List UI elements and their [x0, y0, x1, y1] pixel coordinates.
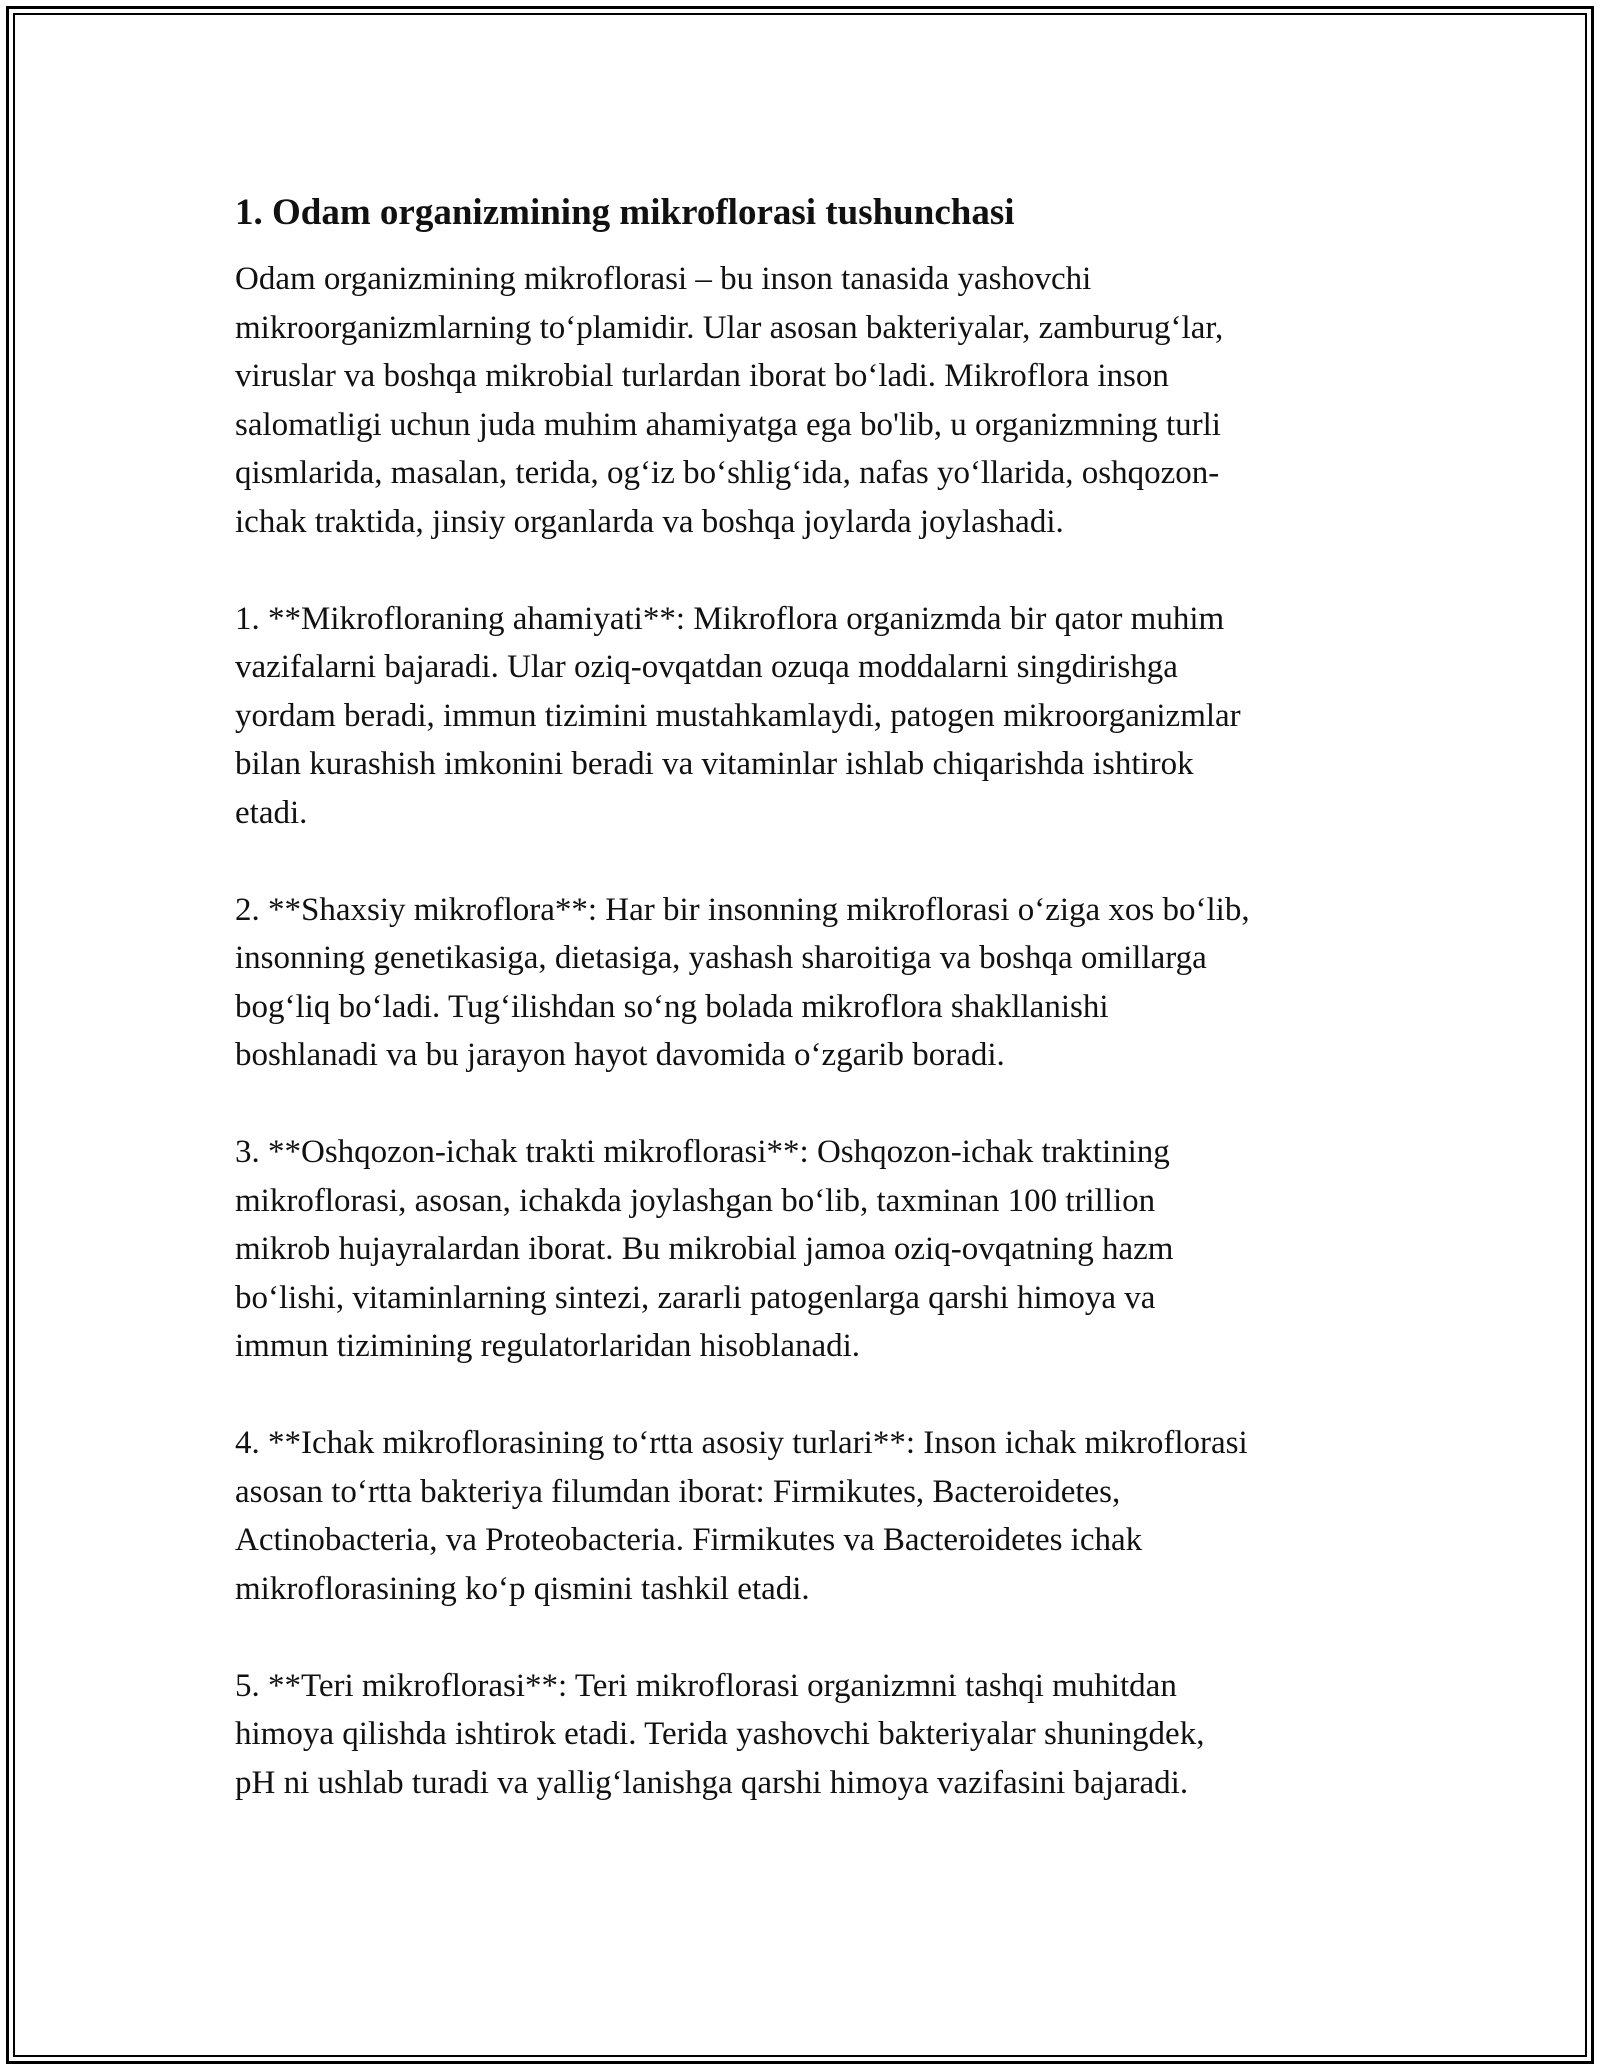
text-line: himoya qilishda ishtirok etadi. Terida yashovchi bakteriyalar shuningdek, — [235, 1716, 1205, 1752]
text-line: 5. **Teri mikroflorasi**: Teri mikroflorasi organizmni tashqi muhitdan — [235, 1667, 1177, 1704]
text-line: insonning genetikasiga, dietasiga, yashash sharoitiga va boshqa omillarga — [235, 940, 1207, 976]
text-line: pH ni ushlab turadi va yallig‘lanishga qarshi himoya vazifasini bajaradi. — [235, 1764, 1189, 1801]
text-line: bog‘liq bo‘ladi. Tug‘ilishdan so‘ng bolada mikroflora shakllanishi — [235, 988, 1109, 1025]
text-line: bilan kurashish imkonini beradi va vitaminlar ishlab chiqarishda ishtirok — [235, 746, 1194, 782]
paragraph-item-4 — [235, 1419, 1365, 1613]
document-body — [235, 185, 1365, 1856]
text-line: 1. **Mikrofloraning ahamiyati**: Mikroflora organizmda bir qator muhim — [235, 600, 1225, 637]
text-line: mikroflorasi, asosan, ichakda joylashgan bo‘lib, taxminan 100 trillion — [235, 1182, 1156, 1219]
text-line: mikrob hujayralardan iborat. Bu mikrobial jamoa oziq-ovqatning hazm — [235, 1231, 1174, 1267]
paragraph-item-2 — [235, 886, 1365, 1080]
text-line: 4. **Ichak mikroflorasining to‘rtta asosiy turlari**: Inson ichak mikroflorasi — [235, 1425, 1248, 1461]
text-line: ichak traktida, jinsiy organlarda va boshqa joylarda joylashadi. — [235, 503, 1064, 540]
text-line: Odam organizmining mikroflorasi – bu inson tanasida yashovchi — [235, 261, 1092, 297]
text-line: yordam beradi, immun tizimini mustahkamlaydi, patogen mikroorganizmlar — [235, 697, 1241, 734]
text-line: bo‘lishi, vitaminlarning sintezi, zararli patogenlarga qarshi himoya va — [235, 1279, 1156, 1316]
text-line: viruslar va boshqa mikrobial turlardan iborat bo‘ladi. Mikroflora inson — [235, 358, 1169, 394]
text-line: asosan to‘rtta bakteriya filumdan iborat: Firmikutes, Bacteroidetes, — [235, 1473, 1121, 1510]
page-title: 1. Odam organizmining mikroflorasi tushunchasi — [235, 192, 1015, 233]
text-line: immun tizimining regulatorlaridan hisoblanadi. — [235, 1328, 861, 1364]
text-line: mikroorganizmlarning to‘plamidir. Ular asosan bakteriyalar, zamburug‘lar, — [235, 309, 1224, 346]
text-line: vazifalarni bajaradi. Ular oziq-ovqatdan ozuqa moddalarni singdirishga — [235, 649, 1178, 685]
paragraph-item-5 — [235, 1662, 1365, 1808]
paragraph-item-1 — [235, 595, 1365, 838]
text-line: salomatligi uchun juda muhim ahamiyatga ega bo'lib, u organizmning turli — [235, 406, 1221, 443]
text-line: mikroflorasining ko‘p qismini tashkil etadi. — [235, 1570, 810, 1607]
text-line: qismlarida, masalan, terida, og‘iz bo‘shlig‘ida, nafas yo‘llarida, oshqozon- — [235, 455, 1220, 491]
text-line: Actinobacteria, va Proteobacteria. Firmikutes va Bacteroidetes ichak — [235, 1522, 1143, 1558]
text-line: 3. **Oshqozon-ichak trakti mikroflorasi**: Oshqozon-ichak traktining — [235, 1134, 1170, 1170]
text-line: boshlanadi va bu jarayon hayot davomida o‘zgarib boradi. — [235, 1037, 1005, 1073]
paragraph-intro — [235, 255, 1365, 546]
paragraph-item-3 — [235, 1128, 1365, 1371]
text-line: 2. **Shaxsiy mikroflora**: Har bir insonning mikroflorasi o‘ziga xos bo‘lib, — [235, 891, 1250, 928]
text-line: etadi. — [235, 794, 308, 831]
